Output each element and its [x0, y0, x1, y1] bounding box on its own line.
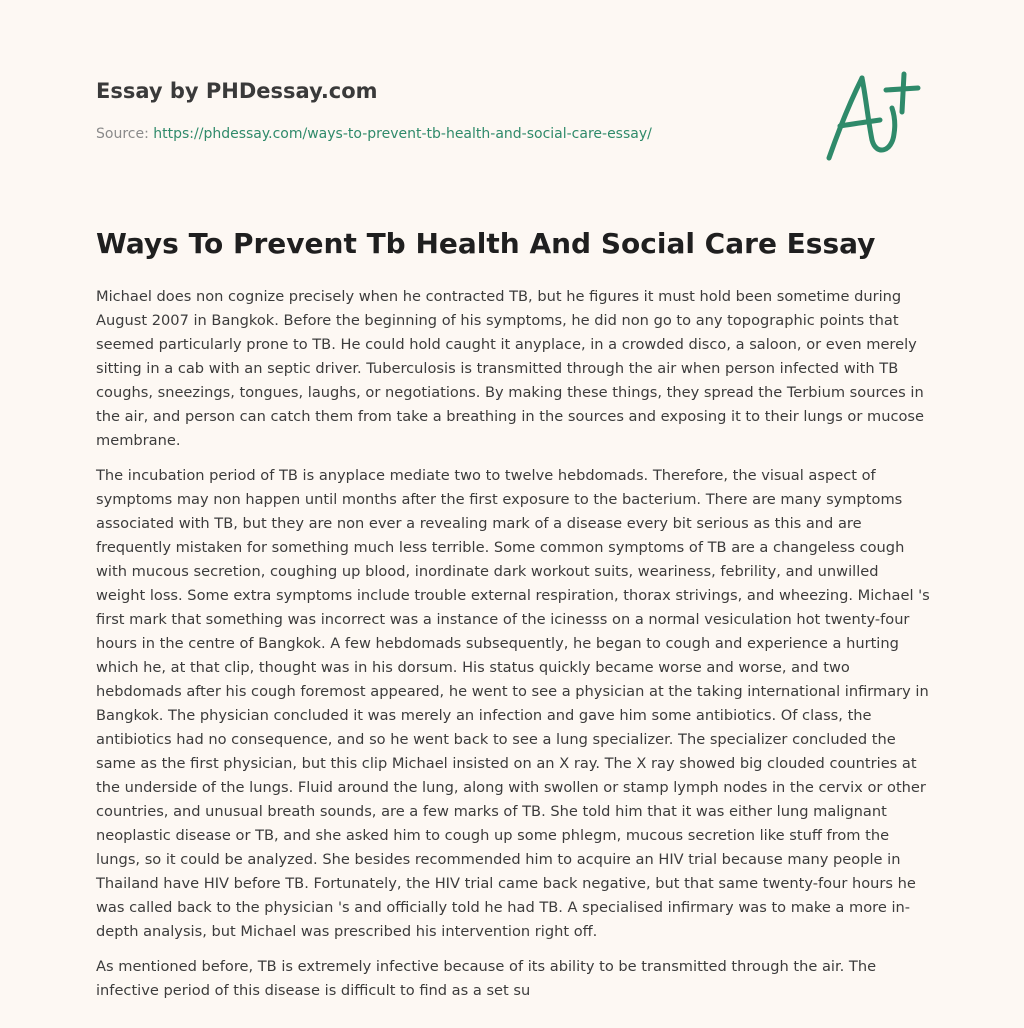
- essay-paragraph: Michael does non cognize precisely when he contracted TB, but he figures it must hold been sometime during August 2007 in Bangkok. Before the beginning of his symptoms, he did non go to any topographic points that seemed particularly prone to TB. He could hold caught it anyplace, in a crowded disco, a saloon, or even merely sitting in a cab with an septic driver. Tuberculosis is transmitted through the air when person infected with TB coughs, sneezings, tongues, laughs, or negotiations. By making these things, they spread the Terbium sources in the air, and person can catch them from take a breathing in the sources and exposing it to their lungs or mucose membrane.: [96, 288, 924, 449]
- source-link[interactable]: https://phdessay.com/ways-to-prevent-tb-health-and-social-care-essay/: [153, 126, 652, 142]
- essay-body: [96, 285, 930, 1014]
- essay-paragraph: As mentioned before, TB is extremely infective because of its ability to be transmitted through the air. The infective period of this disease is difficult to find as a set su: [96, 958, 877, 999]
- essay-title: Ways To Prevent Tb Health And Social Care Essay: [96, 227, 876, 260]
- source-label: Source:: [96, 126, 154, 142]
- a-plus-grade-icon: [822, 68, 932, 164]
- site-brand: Essay by PHDessay.com: [96, 79, 378, 103]
- essay-header: [96, 76, 796, 144]
- essay-paragraph: The incubation period of TB is anyplace mediate two to twelve hebdomads. Therefore, the visual aspect of symptoms may non happen until months after the first exposure to the bacterium. There are many symptoms associated with TB, but they are non ever a revealing mark of a disease every bit serious as this and are frequently mistaken for something much less terrible. Some common symptoms of TB are a changeless cough with mucous secretion, coughing up blood, inordinate dark workout suits, weariness, febrility, and unwilled weight loss. Some extra symptoms include trouble external respiration, thorax strivings, and wheezing. Michael 's first mark that something was incorrect was a instance of the icinesss on a normal vesiculation hot twenty-four hours in the centre of Bangkok. A few hebdomads subsequently, he began to cough and experience a hurting which he, at that clip, thought was in his dorsum. His status quickly became worse and worse, and two hebdomads after his cough foremost appeared, he went to see a physician at the taking international infirmary in Bangkok. The physician concluded it was merely an infection and gave him some antibiotics. Of class, the antibiotics had no consequence, and so he went back to see a lung specializer. The specializer concluded the same as the first physician, but this clip Michael insisted on an X ray. The X ray showed big clouded countries at the underside of the lungs. Fluid around the lung, along with swollen or stamp lymph nodes in the cervix or other countries, and unusual breath sounds, are a few marks of TB. She told him that it was either lung malignant neoplastic disease or TB, and she asked him to cough up some phlegm, mucous secretion like stuff from the lungs, so it could be analyzed. She besides recommended him to acquire an HIV trial because many people in Thailand have HIV before TB. Fortunately, the HIV trial came back negative, but that same twenty-four hours he was called back to the physician 's and officially told he had TB. A specialised infirmary was to make a more in-depth analysis, but Michael was prescribed his intervention right off.: [96, 467, 930, 940]
- source-line: [96, 124, 796, 144]
